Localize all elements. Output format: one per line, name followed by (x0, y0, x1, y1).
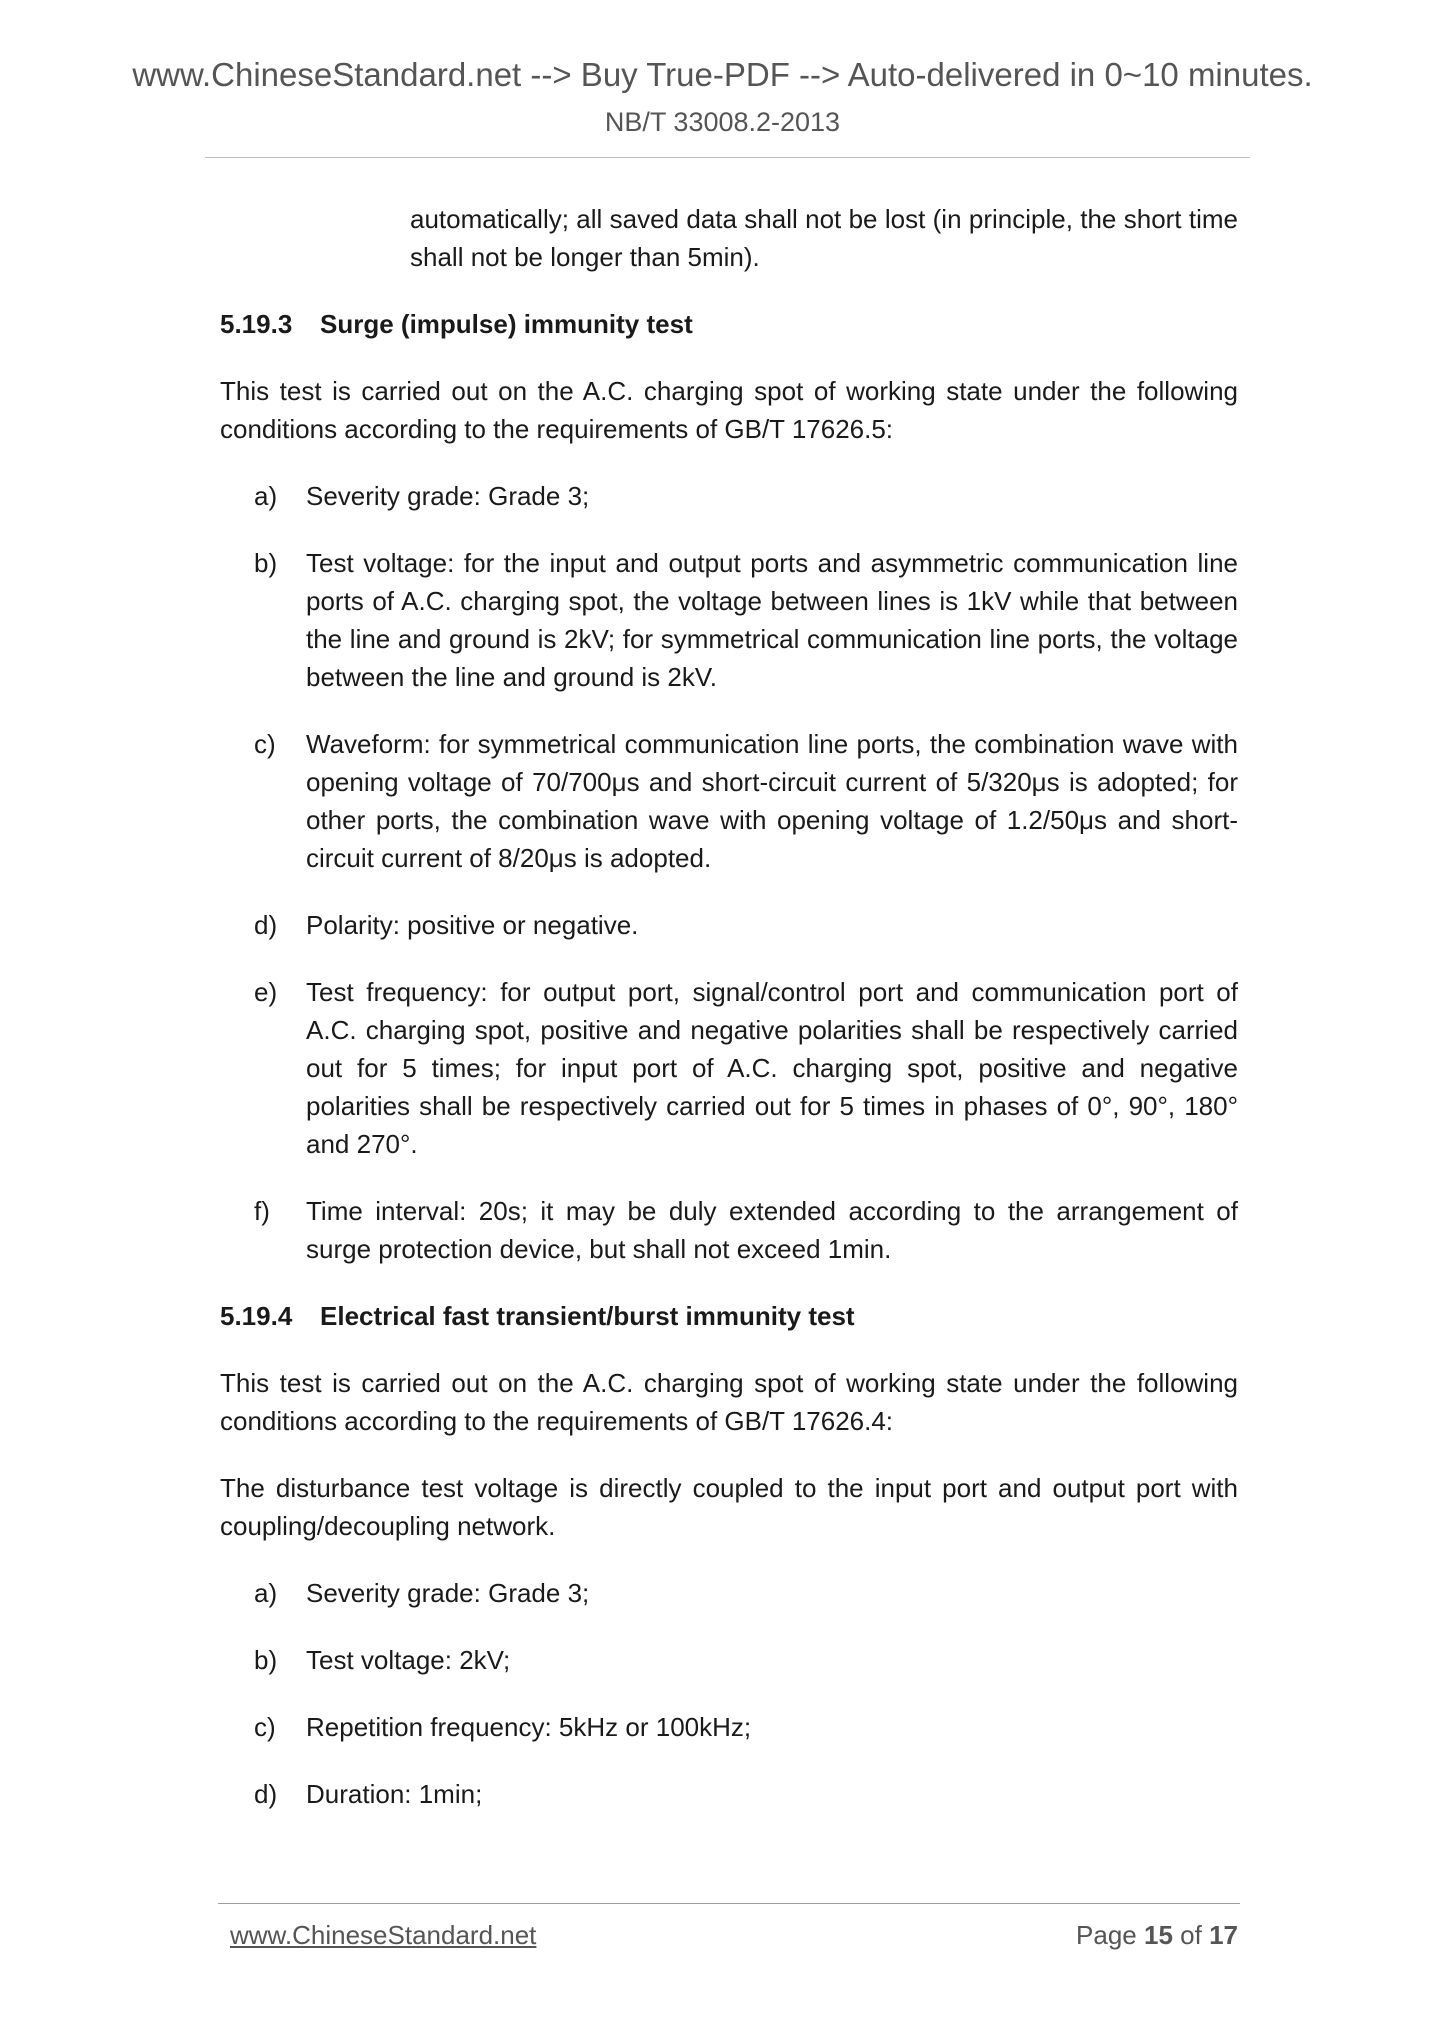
page-current: 15 (1144, 1920, 1173, 1950)
section-intro: This test is carried out on the A.C. charging spot of working state under the following conditions according to the requirements of GB/T 17626.4: (220, 1368, 1238, 1436)
page-total: 17 (1209, 1920, 1238, 1950)
list-item-text: Test voltage: 2kV; (306, 1645, 511, 1675)
list-marker: f) (254, 1196, 270, 1226)
header-divider (205, 157, 1250, 158)
standard-number: NB/T 33008.2-2013 (604, 107, 841, 137)
section-heading-5-19-4 (220, 1297, 1238, 1335)
page-indicator (1076, 1920, 1238, 1951)
list-item-text: Test frequency: for output port, signal/control port and communication port of A.C. charging spot, positive and negative polarities shall be respectively carried out for 5 times; for input port of A.C. charging spot, positive and negative polarities shall be respectively carried out for 5 times in phases of 0°, 90°, 180° and 270°. (306, 977, 1238, 1159)
list-item-text: Repetition frequency: 5kHz or 100kHz; (306, 1712, 752, 1742)
list-marker: d) (254, 910, 278, 940)
list-item (220, 1641, 1238, 1679)
list-marker: e) (254, 977, 278, 1007)
list-item-text: Time interval: 20s; it may be duly extended according to the arrangement of surge protection device, but shall not exceed 1min. (306, 1196, 1238, 1264)
page-word: Page (1076, 1920, 1137, 1950)
section-heading-5-19-3 (220, 305, 1238, 343)
list-item-text: Severity grade: Grade 3; (306, 1578, 590, 1608)
list-marker: a) (254, 1578, 278, 1608)
list-item-text: Polarity: positive or negative. (306, 910, 639, 940)
footer-divider (218, 1903, 1240, 1904)
list-marker: c) (254, 1712, 276, 1742)
section-title: Electrical fast transient/burst immunity test (320, 1301, 855, 1331)
footer-website-link[interactable]: www.ChineseStandard.net (230, 1920, 537, 1950)
list-item (220, 1775, 1238, 1813)
section-title: Surge (impulse) immunity test (320, 309, 693, 339)
list-item (220, 544, 1238, 696)
list-item (220, 725, 1238, 877)
list-item (220, 1708, 1238, 1746)
eft-test-list (220, 1574, 1238, 1813)
header-banner: www.ChineseStandard.net --> Buy True-PDF --> Auto-delivered in 0~10 minutes. (132, 56, 1313, 93)
list-marker: c) (254, 729, 276, 759)
list-marker: b) (254, 1645, 278, 1675)
section-intro: This test is carried out on the A.C. charging spot of working state under the following conditions according to the requirements of GB/T 17626.5: (220, 376, 1238, 444)
list-marker: b) (254, 548, 278, 578)
page-content (220, 200, 1238, 1842)
list-item (220, 1574, 1238, 1612)
list-marker: d) (254, 1779, 278, 1809)
list-item-text: Waveform: for symmetrical communication line ports, the combination wave with opening voltage of 70/700μs and short-circuit current of 5/320μs is adopted; for other ports, the combination wave with opening voltage of 1.2/50μs and short-circuit current of 8/20μs is adopted. (306, 729, 1238, 873)
page-of-word: of (1180, 1920, 1202, 1950)
continuation-paragraph: automatically; all saved data shall not be lost (in principle, the short time shall not be longer than 5min). (410, 204, 1238, 272)
section-number: 5.19.3 (220, 309, 293, 339)
list-item-text: Severity grade: Grade 3; (306, 481, 590, 511)
list-item (220, 906, 1238, 944)
section-paragraph: The disturbance test voltage is directly coupled to the input port and output port with coupling/decoupling network. (220, 1473, 1238, 1541)
list-item (220, 973, 1238, 1163)
list-marker: a) (254, 481, 278, 511)
list-item-text: Test voltage: for the input and output ports and asymmetric communication line ports of A.C. charging spot, the voltage between lines is 1kV while that between the line and ground is 2kV; for symmetrical communication line ports, the voltage between the line and ground is 2kV. (306, 548, 1238, 692)
surge-test-list (220, 477, 1238, 1268)
section-number: 5.19.4 (220, 1301, 293, 1331)
list-item-text: Duration: 1min; (306, 1779, 483, 1809)
list-item (220, 1192, 1238, 1268)
list-item (220, 477, 1238, 515)
